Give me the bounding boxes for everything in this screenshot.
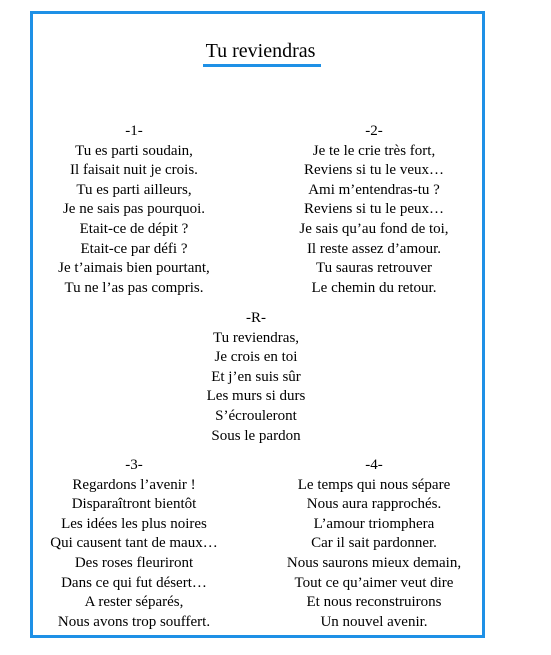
- verse-line: Et nous reconstruirons: [306, 594, 442, 611]
- verse-line: Sous le pardon: [211, 427, 301, 444]
- stanza-number: -R-: [246, 310, 266, 326]
- verse-line: Disparaîtront bientôt: [71, 496, 197, 513]
- verse-line: Je sais qu’au fond de toi,: [299, 220, 449, 237]
- stanza-number: -1-: [125, 123, 143, 139]
- verse-line: Les murs si durs: [206, 388, 306, 405]
- refrain: [176, 309, 336, 446]
- stanza-number: -4-: [365, 457, 383, 473]
- stanza-4: [281, 456, 467, 632]
- stanza-2: [281, 122, 467, 298]
- verse-line: Regardons l’avenir !: [72, 476, 196, 493]
- verse-line: Nous aura rapprochés.: [306, 496, 442, 513]
- verse-line: Des roses fleuriront: [74, 554, 194, 571]
- verse-line: Etait-ce par défi ?: [80, 240, 188, 257]
- verse-line: Tu es parti ailleurs,: [76, 181, 192, 198]
- verse-line: Et j’en suis sûr: [211, 368, 301, 385]
- verse-line: Tu sauras retrouver: [315, 260, 433, 277]
- verse-line: Tu es parti soudain,: [75, 142, 193, 159]
- stanza-number: -2-: [365, 123, 383, 139]
- stanza-number: -3-: [125, 457, 143, 473]
- verse-line: Nous avons trop souffert.: [57, 613, 211, 630]
- verse-line: Etait-ce de dépit ?: [79, 220, 189, 237]
- verse-line: Il faisait nuit je crois.: [70, 162, 198, 179]
- verse-line: Les idées les plus noires: [61, 515, 207, 532]
- verse-line: Ami m’entendras-tu ?: [308, 181, 440, 198]
- verse-line: Dans ce qui fut désert…: [61, 574, 207, 591]
- verse-line: Tu reviendras,: [212, 329, 300, 346]
- verse-line: Je ne sais pas pourquoi.: [62, 201, 206, 218]
- verse-line: Un nouvel avenir.: [320, 613, 428, 630]
- verse-line: Tu ne l’as pas compris.: [64, 279, 204, 296]
- verse-line: A rester séparés,: [84, 594, 184, 611]
- verse-line: S’écrouleront: [215, 407, 297, 424]
- verse-line: Le chemin du retour.: [311, 279, 437, 296]
- verse-line: Tout ce qu’aimer veut dire: [294, 574, 454, 591]
- verse-line: Reviens si tu le veux…: [304, 162, 444, 179]
- poem-title: Tu reviendras: [205, 40, 316, 62]
- verse-line: Reviens si tu le peux…: [304, 201, 444, 218]
- verse-line: Je t’aimais bien pourtant,: [58, 260, 210, 277]
- title-underline: [203, 64, 321, 67]
- verse-line: Qui causent tant de maux…: [50, 535, 218, 552]
- verse-line: Le temps qui nous sépare: [297, 476, 451, 493]
- verse-line: Car il sait pardonner.: [311, 535, 437, 552]
- stanza-3: [41, 456, 227, 632]
- verse-line: Il reste assez d’amour.: [306, 240, 442, 257]
- verse-line: L’amour triomphera: [313, 515, 435, 532]
- verse-line: Je crois en toi: [214, 349, 298, 366]
- stanza-1: [41, 122, 227, 298]
- verse-line: Je te le crie très fort,: [312, 142, 436, 159]
- verse-line: Nous saurons mieux demain,: [286, 554, 462, 571]
